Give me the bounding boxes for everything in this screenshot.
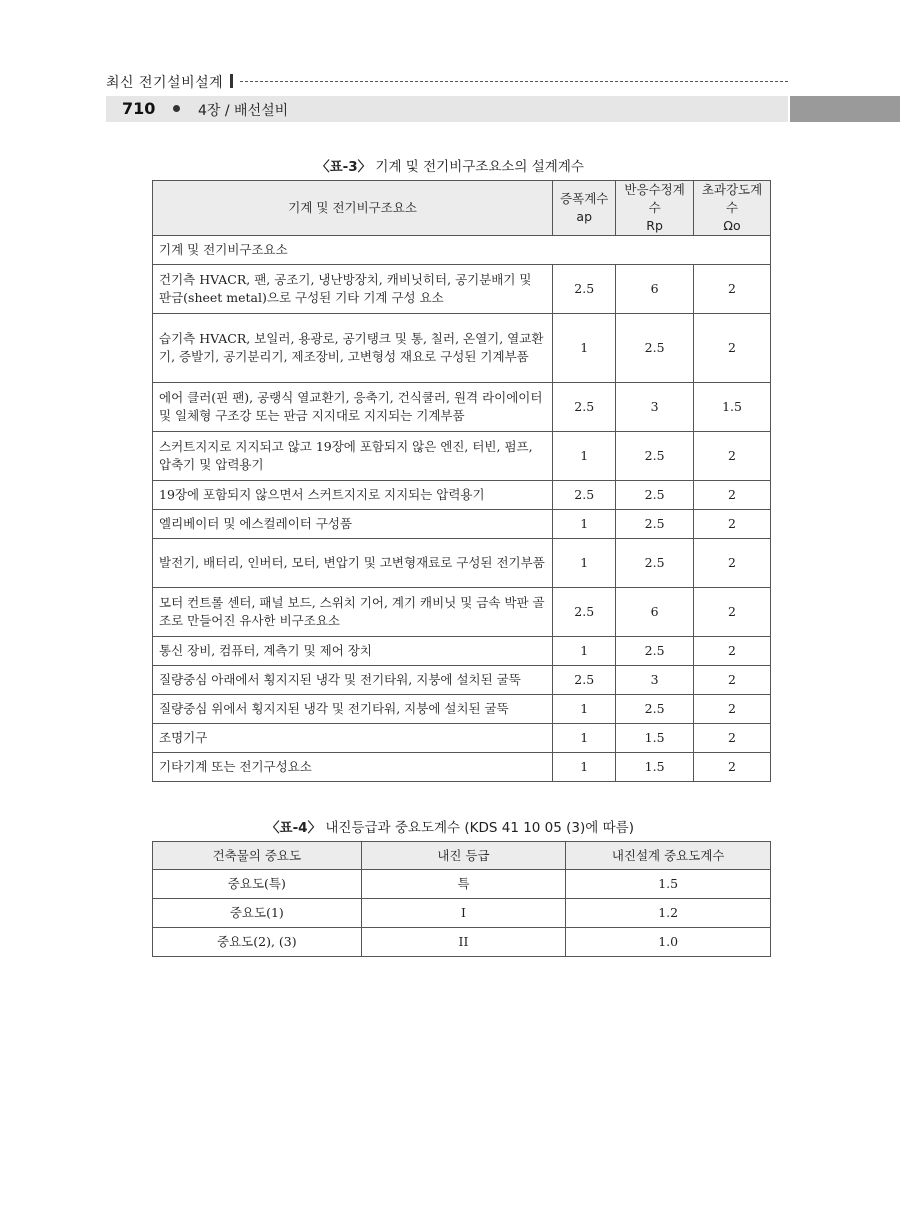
- table-row: [153, 753, 771, 782]
- row-omega: 2: [694, 753, 771, 782]
- bullet-icon: [173, 105, 180, 112]
- row-omega: 2: [694, 314, 771, 383]
- table-row: [153, 637, 771, 666]
- row-omega: 2: [694, 265, 771, 314]
- table-row: [153, 383, 771, 432]
- row-omega: 2: [694, 432, 771, 481]
- header-building-importance: 건축물의 중요도: [153, 842, 362, 870]
- row-ap: 1: [553, 314, 616, 383]
- row-importance: 중요도(1): [153, 899, 362, 928]
- table-row: [153, 539, 771, 588]
- row-omega: 2: [694, 666, 771, 695]
- header-omega-symbol: Ωo: [723, 218, 741, 233]
- table-row: [153, 899, 771, 928]
- row-ap: 2.5: [553, 481, 616, 510]
- row-omega: 1.5: [694, 383, 771, 432]
- row-description: 엘리베이터 및 에스컬레이터 구성품: [153, 510, 553, 539]
- row-rp: 1.5: [616, 753, 694, 782]
- row-description: 기타기계 또는 전기구성요소: [153, 753, 553, 782]
- row-importance: 중요도(특): [153, 870, 362, 899]
- row-description: 건기측 HVACR, 팬, 공조기, 냉난방장치, 캐비닛히터, 공기분배기 및 판금(sheet metal)으로 구성된 기타 기계 구성 요소: [153, 265, 553, 314]
- table-row: [153, 695, 771, 724]
- row-grade: I: [361, 899, 566, 928]
- row-description: 조명기구: [153, 724, 553, 753]
- table-row: [153, 432, 771, 481]
- design-coefficient-table: [152, 180, 771, 782]
- page-number: 710: [122, 99, 156, 118]
- table4-caption: [0, 816, 900, 836]
- row-factor: 1.5: [566, 870, 771, 899]
- chapter-label: 4장 / 배선설비: [198, 103, 289, 119]
- title-separator-mark: [230, 74, 233, 88]
- row-description: 통신 장비, 컴퓨터, 계측기 및 제어 장치: [153, 637, 553, 666]
- row-factor: 1.0: [566, 928, 771, 957]
- title-dashed-rule: [240, 81, 788, 82]
- row-ap: 2.5: [553, 265, 616, 314]
- table-row: [153, 928, 771, 957]
- row-rp: 2.5: [616, 510, 694, 539]
- table3-header-row: [153, 181, 771, 236]
- row-omega: 2: [694, 637, 771, 666]
- table-row: [153, 314, 771, 383]
- row-ap: 1: [553, 753, 616, 782]
- row-ap: 1: [553, 432, 616, 481]
- row-description: 스커트지지로 지지되고 않고 19장에 포함되지 않은 엔진, 터빈, 펌프, 압축기 및 압력용기: [153, 432, 553, 481]
- table-row: [153, 666, 771, 695]
- table-row: [153, 265, 771, 314]
- table4-caption-number: 〈표-4〉: [266, 820, 322, 836]
- row-omega: 2: [694, 510, 771, 539]
- row-description: 에어 클러(핀 팬), 공랭식 열교환기, 응축기, 건식쿨러, 원격 라이에이터 및 일체형 구조강 또는 판금 지지대로 지지되는 기계부품: [153, 383, 553, 432]
- row-omega: 2: [694, 481, 771, 510]
- table-row: [153, 510, 771, 539]
- row-ap: 2.5: [553, 666, 616, 695]
- header-rp-label: 반응수정계수: [624, 182, 685, 215]
- row-rp: 2.5: [616, 432, 694, 481]
- table4-caption-text: 내진등급과 중요도계수 (KDS 41 10 05 (3)에 따름): [325, 820, 634, 836]
- row-rp: 1.5: [616, 724, 694, 753]
- header-omega-label: 초과강도계수: [701, 182, 763, 215]
- row-omega: 2: [694, 539, 771, 588]
- row-grade: II: [361, 928, 566, 957]
- seismic-importance-table: [152, 841, 771, 957]
- row-rp: 2.5: [616, 637, 694, 666]
- row-description: 발전기, 배터리, 인버터, 모터, 변압기 및 고변형재료로 구성된 전기부품: [153, 539, 553, 588]
- table-row: [153, 481, 771, 510]
- table3-caption-number: 〈표-3〉: [316, 159, 372, 175]
- row-rp: 3: [616, 666, 694, 695]
- row-description: 습기측 HVACR, 보일러, 용광로, 공기탱크 및 통, 칠러, 온열기, 열교환기, 증발기, 공기분리기, 제조장비, 고변형성 재요로 구성된 기계부품: [153, 314, 553, 383]
- table-row: [153, 588, 771, 637]
- header-accent-block: [790, 96, 900, 122]
- header-response-modification: [616, 181, 694, 236]
- table-row: [153, 724, 771, 753]
- book-title: 최신 전기설비설계: [106, 75, 224, 91]
- row-rp: 6: [616, 588, 694, 637]
- section-label: 기계 및 전기비구조요소: [153, 236, 771, 265]
- row-description: 모터 컨트롤 센터, 패널 보드, 스위치 기어, 계기 캐비닛 및 금속 박판 골조로 만들어진 유사한 비구조요소: [153, 588, 553, 637]
- row-rp: 2.5: [616, 314, 694, 383]
- header-component: 기계 및 전기비구조요소: [153, 181, 553, 236]
- row-description: 질량중심 위에서 횡지지된 냉각 및 전기타워, 지붕에 설치된 굴뚝: [153, 695, 553, 724]
- row-rp: 6: [616, 265, 694, 314]
- row-ap: 1: [553, 539, 616, 588]
- row-factor: 1.2: [566, 899, 771, 928]
- row-rp: 2.5: [616, 481, 694, 510]
- row-rp: 2.5: [616, 695, 694, 724]
- row-omega: 2: [694, 724, 771, 753]
- row-ap: 1: [553, 637, 616, 666]
- header-ap-label: 증폭계수: [560, 191, 609, 206]
- header-overstrength: [694, 181, 771, 236]
- row-omega: 2: [694, 588, 771, 637]
- row-grade: 특: [361, 870, 566, 899]
- row-ap: 2.5: [553, 383, 616, 432]
- row-ap: 1: [553, 510, 616, 539]
- row-omega: 2: [694, 695, 771, 724]
- table4-header-row: [153, 842, 771, 870]
- row-rp: 3: [616, 383, 694, 432]
- row-ap: 1: [553, 724, 616, 753]
- row-ap: 2.5: [553, 588, 616, 637]
- header-amplification: [553, 181, 616, 236]
- table3-caption-text: 기계 및 전기비구조요소의 설계계수: [375, 159, 584, 175]
- row-ap: 1: [553, 695, 616, 724]
- table-row: [153, 870, 771, 899]
- header-importance-factor: 내진설계 중요도계수: [566, 842, 771, 870]
- row-description: 19장에 포함되지 않으면서 스커트지지로 지지되는 압력용기: [153, 481, 553, 510]
- row-importance: 중요도(2), (3): [153, 928, 362, 957]
- header-ap-symbol: ap: [576, 209, 593, 224]
- table3-caption: [0, 155, 900, 175]
- row-rp: 2.5: [616, 539, 694, 588]
- row-description: 질량중심 아래에서 횡지지된 냉각 및 전기타워, 지붕에 설치된 굴뚝: [153, 666, 553, 695]
- table3-section-row: [153, 236, 771, 265]
- header-seismic-grade: 내진 등급: [361, 842, 566, 870]
- header-rp-symbol: Rp: [646, 218, 663, 233]
